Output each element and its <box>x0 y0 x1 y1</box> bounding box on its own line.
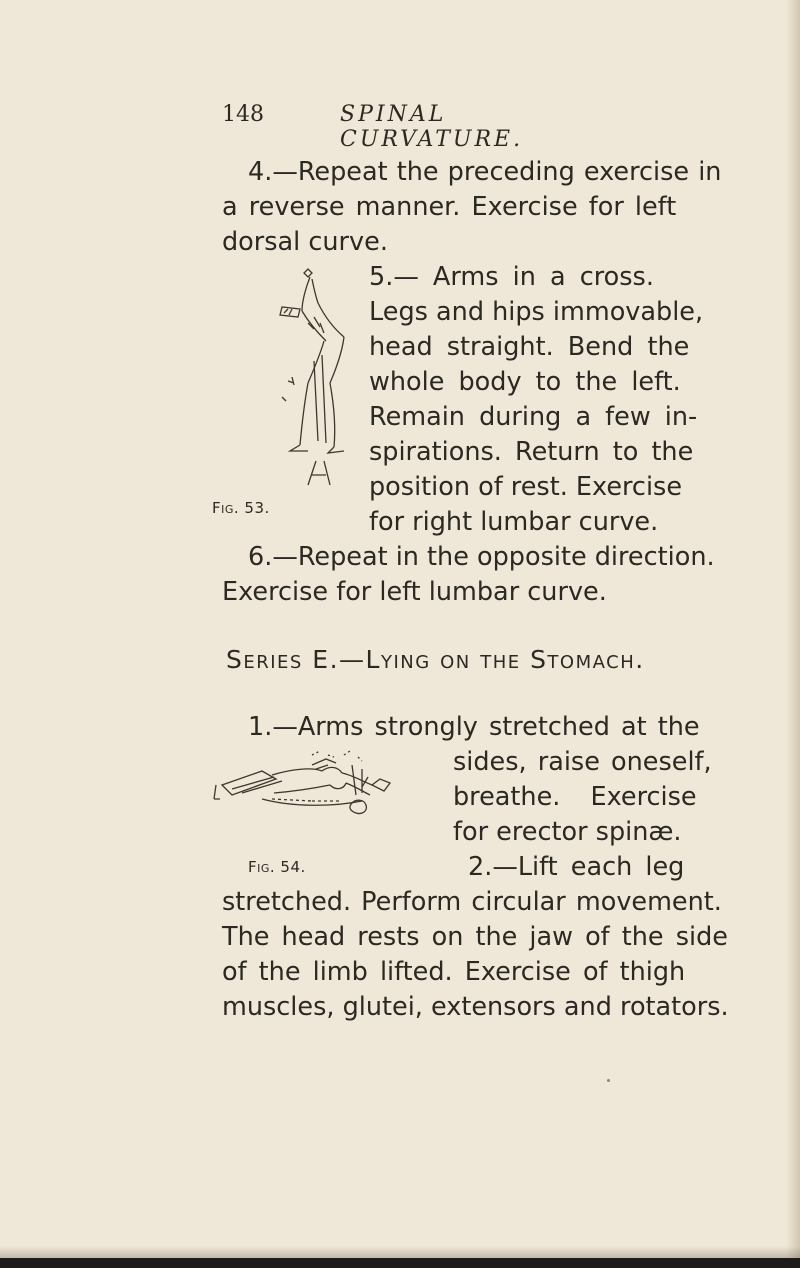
page-number: 148 <box>222 102 264 127</box>
series-e-paragraph-1-line-1: 1.—Arms strongly stretched at the <box>248 712 700 742</box>
running-head-title: SPINAL CURVATURE. <box>340 102 524 152</box>
paragraph-4-line-1: 4.—Repeat the preceding exercise in <box>248 157 722 187</box>
paragraph-4-line-2: a reverse manner. Exercise for left <box>222 192 677 222</box>
series-e-heading: Series E.—Lying on the Stomach. <box>226 645 645 674</box>
paper-speck <box>607 1079 610 1082</box>
paragraph-4-line-3: dorsal curve. <box>222 227 388 257</box>
series-e-paragraph-1-line-4: for erector spinæ. <box>453 817 682 847</box>
paragraph-5-line-4: whole body to the left. <box>369 367 681 397</box>
figure-54-caption: Fig. 54. <box>248 858 306 876</box>
paragraph-5-line-3: head straight. Bend the <box>369 332 690 362</box>
series-e-paragraph-1-line-2: sides, raise oneself, <box>453 747 712 777</box>
series-e-paragraph-2-line-3: The head rests on the jaw of the side <box>222 922 728 952</box>
series-e-paragraph-2-line-2: stretched. Perform circular movement. <box>222 887 722 917</box>
paragraph-5-line-7: position of rest. Exercise <box>369 472 683 502</box>
page-edge-shadow-bottom <box>0 1246 800 1258</box>
paragraph-6-line-2: Exercise for left lumbar curve. <box>222 577 607 607</box>
paragraph-5-line-5: Remain during a few in- <box>369 402 698 432</box>
series-e-paragraph-2-line-4: of the limb lifted. Exercise of thigh <box>222 957 686 987</box>
figure-53-caption: Fig. 53. <box>212 499 270 517</box>
series-e-paragraph-2-line-5: muscles, glutei, extensors and rotators. <box>222 992 729 1022</box>
paragraph-5-line-6: spirations. Return to the <box>369 437 694 467</box>
series-e-paragraph-2-line-1: 2.—Lift each leg <box>468 852 685 882</box>
paragraph-6-line-1: 6.—Repeat in the opposite direction. <box>248 542 715 572</box>
series-e-paragraph-1-line-3: breathe. Exercise <box>453 782 697 812</box>
paragraph-5-line-2: Legs and hips immovable, <box>369 297 704 327</box>
page-edge-shadow-right <box>786 0 800 1268</box>
figure-53-standing-figure <box>278 265 358 485</box>
paragraph-5-line-8: for right lumbar curve. <box>369 507 659 537</box>
scan-border-bottom <box>0 1258 800 1268</box>
paragraph-5-line-1: 5.— Arms in a cross. <box>369 262 654 292</box>
figure-54-lying-figure <box>212 755 452 835</box>
